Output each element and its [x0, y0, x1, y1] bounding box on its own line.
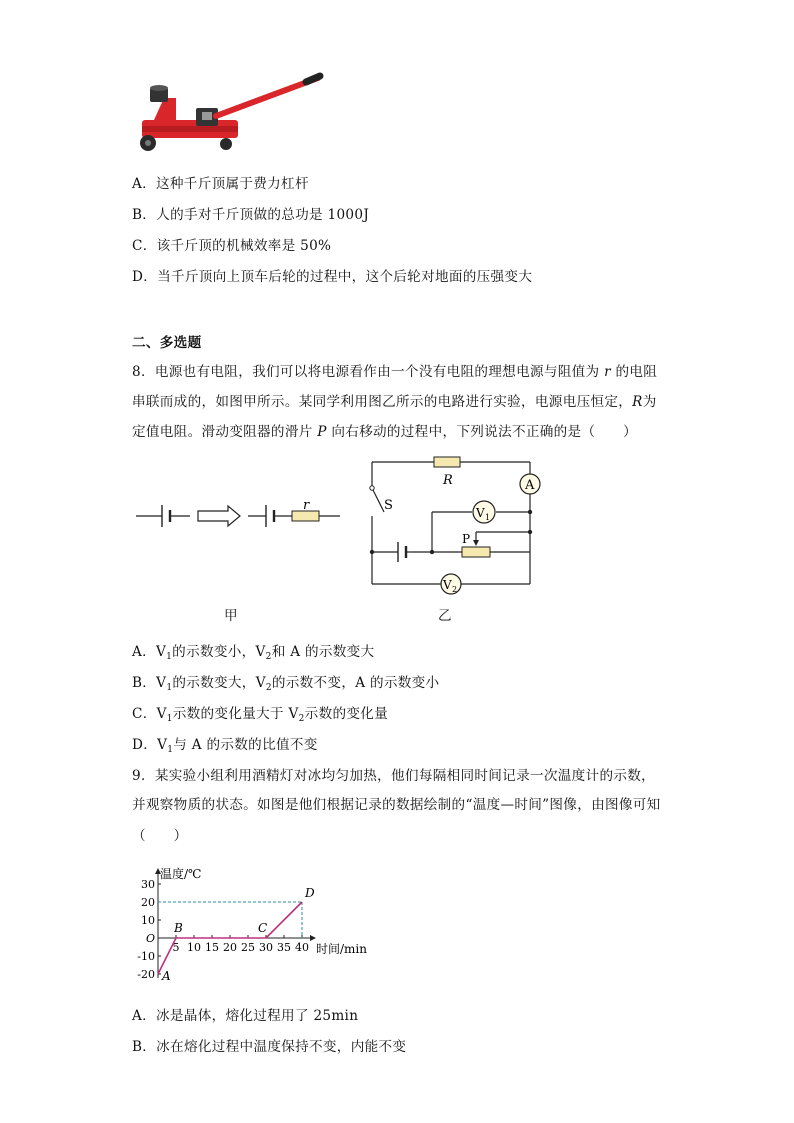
jia-resistor-label: r: [303, 500, 310, 513]
yi-A-label: A: [525, 478, 535, 493]
yi-P-label: P: [462, 532, 471, 546]
q8-stem-text: 向右移动的过程中，下列说法不正确的是（ ）: [326, 424, 637, 440]
q9-option-a: A．冰是晶体，熔化过程用了 25min: [132, 1008, 359, 1024]
q8-option-a: [132, 640, 374, 662]
q8-option-text: 的示数不变，A 的示数变小: [271, 675, 440, 691]
q8-option-text: 的示数变小，V: [172, 644, 266, 660]
figure-jia-caption: 甲: [224, 608, 238, 624]
q8-stem-r: r: [604, 364, 611, 380]
y-tick-label: 10: [141, 914, 155, 927]
y-tick-label: O: [145, 932, 155, 945]
figure-yi-caption: 乙: [438, 608, 452, 624]
q8-stem-text: 串联而成的，如图甲所示。某同学利用图乙所示的电路进行实验，电源电压恒定，: [132, 394, 633, 410]
q7-option-c: C．该千斤顶的机械效率是 50%: [132, 238, 332, 254]
q7-option-b: B．人的手对千斤顶做的总功是 1000J: [132, 207, 370, 223]
y-tick-label: 20: [141, 896, 155, 909]
point-label: B: [174, 921, 183, 935]
point-label: C: [258, 921, 268, 935]
yi-S-label: S: [384, 498, 393, 513]
q8-option-text: 示数的变化量: [304, 706, 389, 722]
q9-stem-line1: 9．某实验小组利用酒精灯对冰均匀加热，他们每隔相同时间记录一次温度计的示数，: [132, 768, 656, 784]
yi-R-label: R: [443, 473, 453, 488]
q8-option-b: [132, 671, 439, 693]
q8-option-sub: 2: [298, 714, 305, 724]
q8-option-text: D．V: [132, 737, 168, 753]
q7-option-d: D．当千斤顶向上顶车后轮的过程中，这个后轮对地面的压强变大: [132, 269, 533, 285]
q8-option-text: C．V: [132, 706, 167, 722]
q8-stem-P: P: [317, 424, 327, 440]
y-tick-label: -20: [137, 968, 155, 981]
x-tick-label: 30: [259, 941, 273, 954]
q8-option-sub: 2: [265, 683, 272, 693]
q7-option-a: A．这种千斤顶属于费力杠杆: [132, 176, 309, 192]
q8-option-text: 示数的变化量大于 V: [172, 706, 299, 722]
q8-stem-text: 的电阻: [610, 364, 658, 380]
q8-option-text: 与 A 的示数的比值不变: [173, 737, 318, 753]
q8-option-sub: 1: [167, 745, 174, 755]
q8-stem-text: 8．电源也有电阻，我们可以将电源看作由一个没有电阻的理想电源与阻值为: [132, 364, 605, 380]
q9-stem-line3: （ ）: [132, 828, 188, 844]
q9-stem-line2: 并观察物质的状态。如图是他们根据记录的数据绘制的“温度—时间”图像，由图像可知: [132, 797, 661, 813]
x-tick-label: 25: [241, 941, 255, 954]
q8-stem-R: R: [632, 394, 643, 410]
x-tick-label: 10: [187, 941, 201, 954]
q8-option-d: [132, 733, 318, 755]
x-tick-label: 40: [295, 941, 309, 954]
x-tick-label: 35: [277, 941, 291, 954]
q8-option-text: A．V: [132, 644, 167, 660]
q8-stem-line1: [132, 360, 657, 380]
q8-stem-text: 为: [642, 394, 657, 410]
y-tick-label: 30: [141, 878, 155, 891]
jack-image: [136, 70, 326, 154]
q8-stem-line2: [132, 390, 657, 410]
y-tick-label: -10: [137, 950, 155, 963]
q9-option-b: B．冰在熔化过程中温度保持不变，内能不变: [132, 1039, 407, 1055]
q8-stem-line3: [132, 420, 637, 440]
section-heading: 二、多选题: [132, 335, 202, 351]
point-label: D: [305, 886, 315, 900]
yi-V1-sub: 1: [485, 513, 491, 522]
q8-stem-text: 定值电阻。滑动变阻器的滑片: [132, 424, 318, 440]
q8-option-text: 和 A 的示数变大: [271, 644, 375, 660]
x-axis-label: 时间/min: [316, 942, 367, 956]
y-axis-label: 温度/℃: [160, 867, 202, 881]
point-label: A: [162, 969, 171, 983]
figure-jia: [134, 500, 344, 532]
x-axis-arrow: [310, 935, 316, 941]
q8-option-sub: 1: [166, 714, 173, 724]
x-tick-label: 20: [223, 941, 237, 954]
q8-option-text: 的示数变大，V: [172, 675, 266, 691]
q8-option-sub: 1: [166, 683, 173, 693]
yi-V2-label: V: [443, 578, 452, 592]
q8-option-c: [132, 702, 388, 724]
q8-option-sub: 2: [265, 652, 272, 662]
yi-V2-sub: 2: [452, 585, 458, 594]
x-tick-label: 5: [172, 941, 180, 954]
yi-V1-label: V: [476, 506, 485, 520]
x-tick-label: 15: [205, 941, 219, 954]
q8-option-sub: 1: [166, 652, 173, 662]
temperature-time-chart: [128, 856, 394, 986]
figure-yi: [362, 452, 552, 602]
q8-option-text: B．V: [132, 675, 167, 691]
